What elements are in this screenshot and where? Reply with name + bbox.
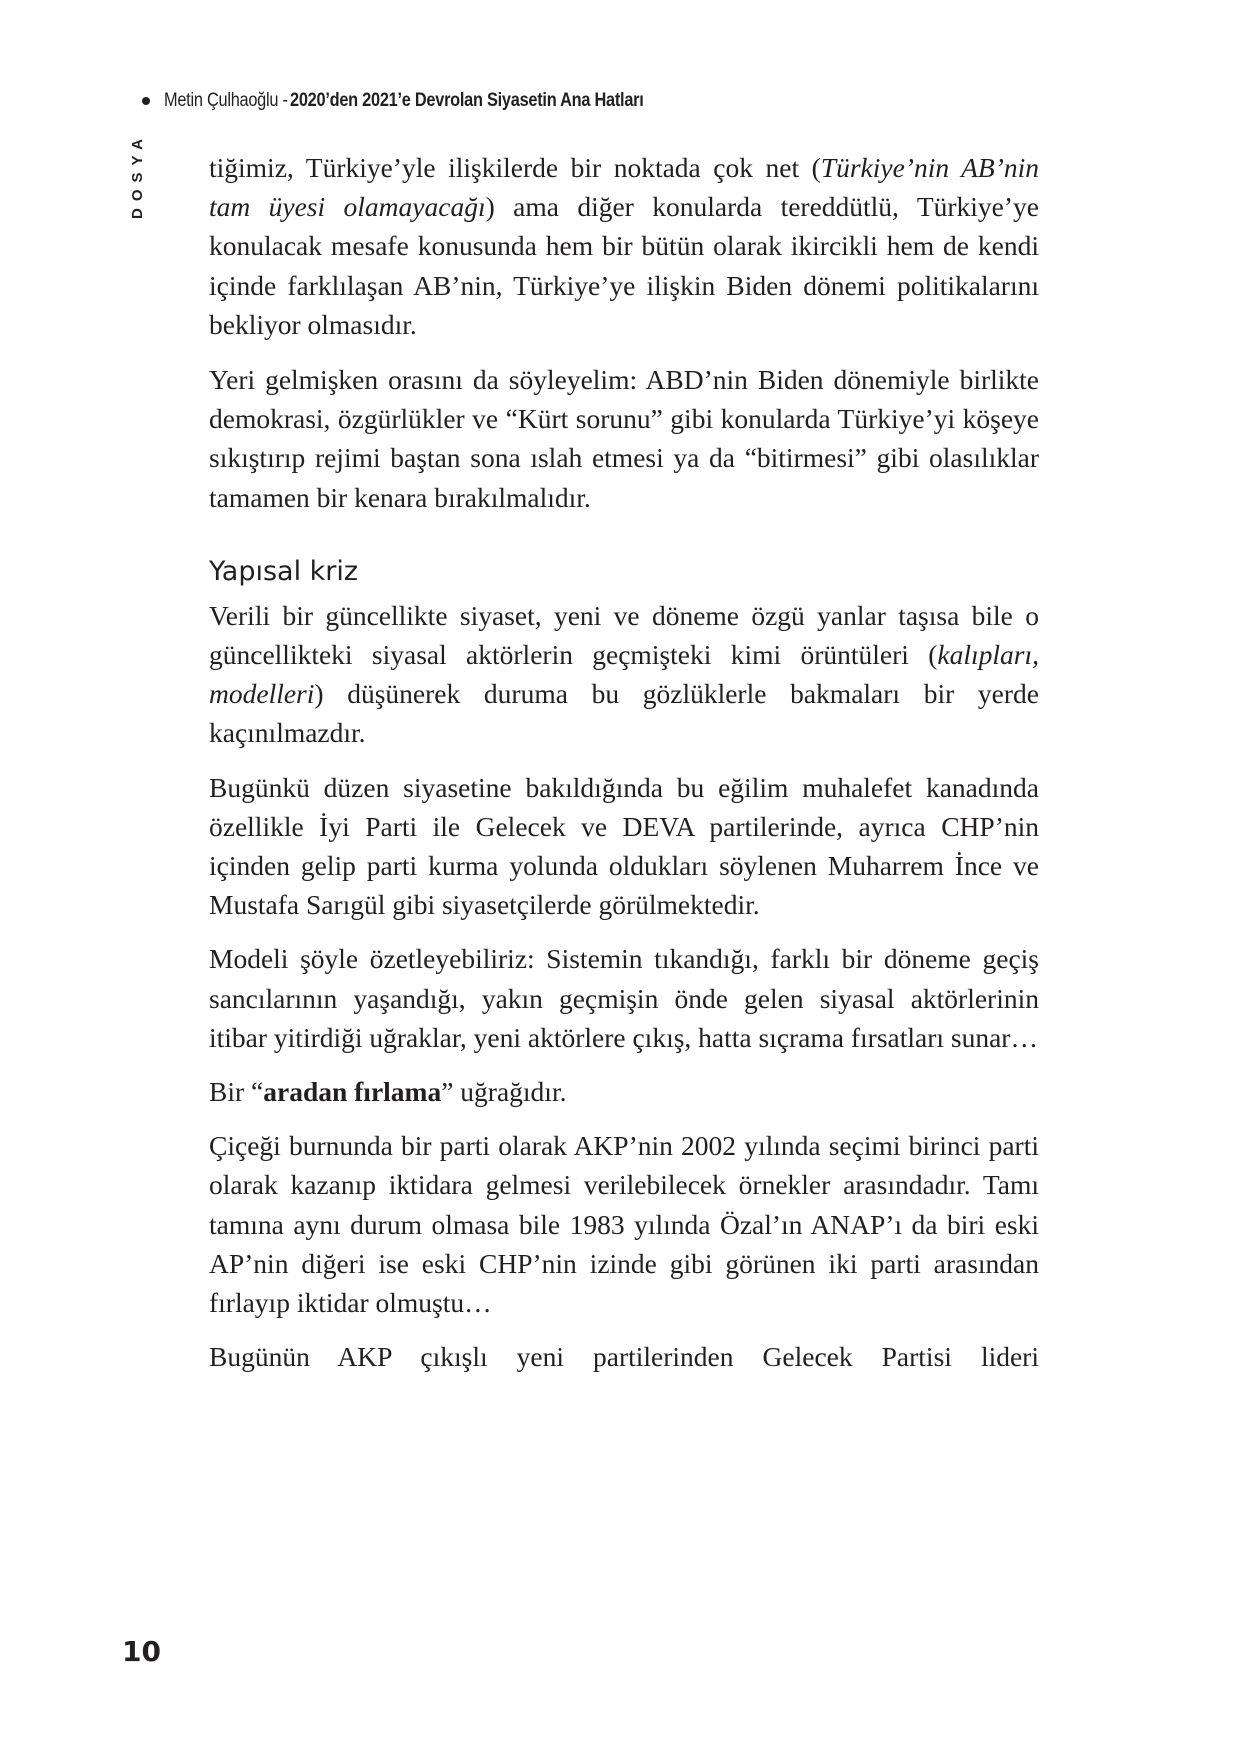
text-run: Verili bir güncellikte siyaset, yeni ve döneme özgü yanlar taşısa bile o güncellikteki siyasal aktörlerin geçmişteki kimi örüntüleri ( — [209, 599, 1039, 671]
text-run: Bir “ — [209, 1076, 264, 1108]
section-tab — [126, 130, 148, 220]
italic-text: Türkiye’nin AB’nin tam üyesi olamayacağı — [209, 152, 1040, 223]
text-run: ) düşünerek duruma bu gözlüklerle bakmaları bir yerde kaçınılmazdır. — [209, 678, 1039, 749]
text-run: ” uğrağıdır. — [441, 1076, 567, 1108]
paragraph: Modeli şöyle özetleyebiliriz: Sistemin tıkandığı, farklı bir döneme geçiş sancılarının yaşandığı, yakın geçmişin önde gelen siyasal aktörlerinin itibar yitirdiği uğraklar, yeni aktörlere çıkış, hatta sıçrama fırsatları sunar… — [209, 943, 1039, 1053]
bold-text: aradan fırlama — [263, 1076, 442, 1108]
paragraph: Çiçeği burnunda bir parti olarak AKP’nin 2002 yılında seçimi birinci parti olarak kazanıp iktidara gelmesi verilebilecek örnekler arasındadır. Tamı tamına aynı durum olmasa bile 1983 yılında Özal’ın ANAP’ı da biri eski AP’nin diğeri ise eski CHP’nin izinde gibi görünen iki parti arasından fırlayıp iktidar olmuştu… — [209, 1130, 1039, 1319]
text-run: ) ama diğer konularda tereddütlü, Türkiye’ye konulacak mesafe konusunda hem bir bütün olarak ikircikli hem de kendi içinde farklılaşan AB’nin, Türkiye’ye ilişkin Biden dönemi politikalarını bekliyor olmasıdır. — [209, 191, 1039, 340]
text-run: tiğimiz, Türkiye’yle ilişkilerde bir noktada çok net ( — [209, 152, 821, 183]
header-title: 2020’den 2021’e Devrolan Siyasetin Ana Hatları — [289, 90, 644, 111]
paragraph: Yeri gelmişken orasını da söyleyelim: ABD’nin Biden dönemiyle birlikte demokrasi, özgürlükler ve “Kürt sorunu” gibi konularda Türkiye’yi köşeye sıkıştırıp rejimi baştan sona ıslah etmesi ya da “bitirmesi” gibi olasılıklar tamamen bir kenara bırakılmalıdır. — [209, 364, 1039, 513]
paragraph: Bugünkü düzen siyasetine bakıldığında bu eğilim muhalefet kanadında özellikle İyi Parti ile Gelecek ve DEVA partilerinde, ayrıca CHP’nin içinden gelip parti kurma yolunda oldukları söylenen Muharrem İnce ve Mustafa Sarıgül gibi siyasetçilerde görülmektedir. — [209, 771, 1039, 921]
article-body — [209, 148, 1039, 1391]
bullet-icon — [142, 97, 150, 105]
paragraph: Bugünün AKP çıkışlı yeni partilerinden Gelecek Partisi lideri — [209, 1341, 1039, 1373]
paragraph — [209, 1072, 1039, 1111]
section-heading: Yapısal kriz — [209, 555, 359, 587]
paragraph — [209, 596, 1039, 753]
section-label: DOSYA — [128, 131, 146, 219]
paragraph — [209, 148, 1039, 344]
header-author: Metin Çulhaoğlu - — [164, 90, 288, 111]
running-header — [142, 90, 701, 112]
page-number: 10 — [122, 1635, 161, 1668]
italic-text: kalıpları, modelleri — [209, 639, 1039, 710]
